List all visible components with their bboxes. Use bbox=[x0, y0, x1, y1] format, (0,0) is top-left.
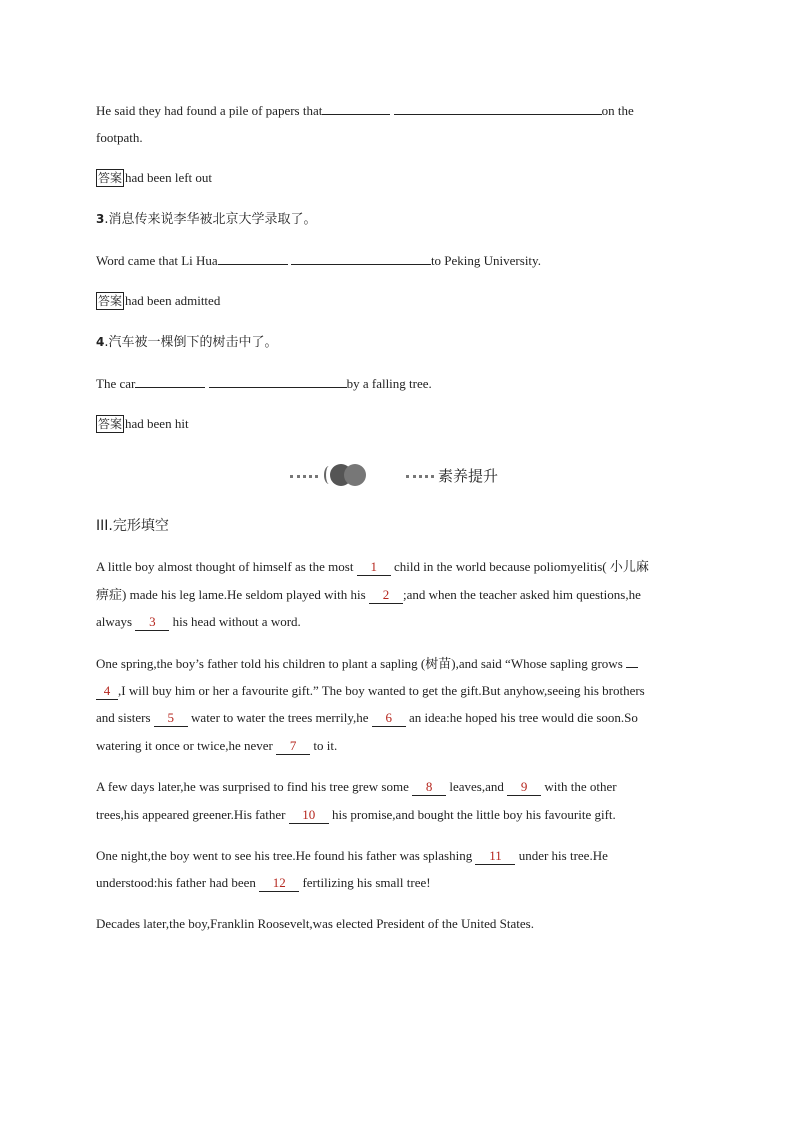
passage-text: A little boy almost thought of himself as the most bbox=[96, 559, 354, 574]
passage-text: One spring,the boy’s father told his children to plant a sapling (树苗),and said “Whose sapling grows bbox=[96, 656, 623, 671]
answer-blank[interactable] bbox=[135, 373, 205, 388]
answer-blank[interactable] bbox=[394, 100, 602, 115]
passage-line bbox=[96, 805, 616, 825]
passage-text: to it. bbox=[313, 738, 338, 753]
passage-text: Decades later,the boy,Franklin Roosevelt,was elected President of the United States. bbox=[96, 916, 534, 931]
passage-text: trees,his appeared greener.His father bbox=[96, 807, 286, 822]
sentence-3 bbox=[96, 250, 541, 271]
passage-text: water to water the trees merrily,he bbox=[191, 710, 369, 725]
gap-9[interactable]: 9 bbox=[507, 779, 541, 796]
answer-text: had been admitted bbox=[125, 293, 221, 308]
passage-text: understood:his father had been bbox=[96, 875, 256, 890]
passage-text: A few days later,he was surprised to find his tree grew some bbox=[96, 779, 409, 794]
section-banner bbox=[290, 460, 498, 490]
passage-line bbox=[96, 557, 649, 577]
gap-5[interactable]: 5 bbox=[154, 710, 188, 727]
sentence-2-line2 bbox=[96, 128, 143, 148]
question-3 bbox=[96, 209, 317, 230]
gap-3[interactable]: 3 bbox=[135, 614, 169, 631]
passage-line bbox=[96, 846, 608, 866]
passage-text: always bbox=[96, 614, 133, 629]
passage-line bbox=[96, 612, 301, 632]
passage-text: his promise,and bought the little boy his favourite gift. bbox=[332, 807, 616, 822]
question-number: 4 bbox=[96, 335, 105, 349]
question-text: .汽车被一棵倒下的树击中了。 bbox=[104, 335, 278, 350]
answer-blank[interactable] bbox=[209, 373, 347, 388]
answer-text: had been hit bbox=[125, 416, 189, 431]
question-4 bbox=[96, 332, 278, 353]
passage-line bbox=[96, 681, 645, 701]
question-number: 3 bbox=[96, 212, 105, 226]
sentence-4 bbox=[96, 373, 432, 394]
passage-text: child in the world because poliomyelitis( 小儿麻 bbox=[393, 559, 649, 574]
passage-line bbox=[96, 873, 431, 893]
passage-text: fertilizing his small tree! bbox=[302, 875, 431, 890]
sentence-text: The car bbox=[96, 376, 136, 391]
dotted-line-right bbox=[406, 475, 434, 478]
gap-12[interactable]: 12 bbox=[259, 875, 299, 892]
passage-line bbox=[96, 708, 638, 728]
passage-text: and sisters bbox=[96, 710, 151, 725]
sentence-text: on the bbox=[601, 103, 634, 118]
gap-8[interactable]: 8 bbox=[412, 779, 446, 796]
gap-10[interactable]: 10 bbox=[289, 807, 329, 824]
sentence-text: by a falling tree. bbox=[346, 376, 432, 391]
sentence-text: He said they had found a pile of papers that bbox=[96, 103, 323, 118]
answer-4 bbox=[96, 414, 189, 434]
answer-blank bbox=[626, 653, 638, 668]
sentence-2-line1 bbox=[96, 100, 634, 121]
passage-text: ;and when the teacher asked him questions,he bbox=[402, 587, 641, 602]
answer-label: 答案 bbox=[98, 417, 123, 431]
banner-title: 素养提升 bbox=[438, 466, 499, 485]
passage-line bbox=[96, 585, 641, 605]
passage-text: under his tree.He bbox=[518, 848, 608, 863]
passage-text: One night,the boy went to see his tree.He found his father was splashing bbox=[96, 848, 473, 863]
passage-text: leaves,and bbox=[449, 779, 504, 794]
answer-2 bbox=[96, 168, 212, 188]
passage-text: 痹症) made his leg lame.He seldom played with his bbox=[96, 587, 366, 602]
gap-1[interactable]: 1 bbox=[357, 559, 391, 576]
passage-line bbox=[96, 736, 337, 756]
gap-2[interactable]: 2 bbox=[369, 587, 403, 604]
answer-label: 答案 bbox=[98, 294, 123, 308]
passage-text: his head without a word. bbox=[172, 614, 301, 629]
passage-line bbox=[96, 914, 534, 934]
sentence-text: to Peking University. bbox=[430, 253, 541, 268]
section-heading bbox=[96, 516, 169, 536]
gap-11[interactable]: 11 bbox=[475, 848, 515, 865]
passage-line bbox=[96, 777, 617, 797]
passage-line bbox=[96, 653, 638, 674]
gap-4[interactable]: 4 bbox=[96, 683, 118, 700]
passage-text: an idea:he hoped his tree would die soon.So bbox=[409, 710, 638, 725]
question-text: .消息传来说李华被北京大学录取了。 bbox=[104, 212, 317, 227]
answer-blank[interactable] bbox=[218, 250, 288, 265]
sentence-text: footpath. bbox=[96, 130, 143, 145]
dotted-line-left bbox=[290, 475, 318, 478]
passage-text: with the other bbox=[544, 779, 617, 794]
section-title: III.完形填空 bbox=[96, 518, 169, 534]
gap-6[interactable]: 6 bbox=[372, 710, 406, 727]
answer-blank[interactable] bbox=[322, 100, 390, 115]
answer-3 bbox=[96, 291, 220, 311]
answer-text: had been left out bbox=[125, 170, 213, 185]
gap-7[interactable]: 7 bbox=[276, 738, 310, 755]
passage-text: watering it once or twice,he never bbox=[96, 738, 273, 753]
answer-label: 答案 bbox=[98, 171, 123, 185]
passage-text: ,I will buy him or her a favourite gift.” The boy wanted to get the gift.But anyhow,seeing his brothers bbox=[118, 683, 645, 698]
circles-icon bbox=[324, 462, 372, 488]
answer-blank[interactable] bbox=[291, 250, 431, 265]
sentence-text: Word came that Li Hua bbox=[96, 253, 218, 268]
